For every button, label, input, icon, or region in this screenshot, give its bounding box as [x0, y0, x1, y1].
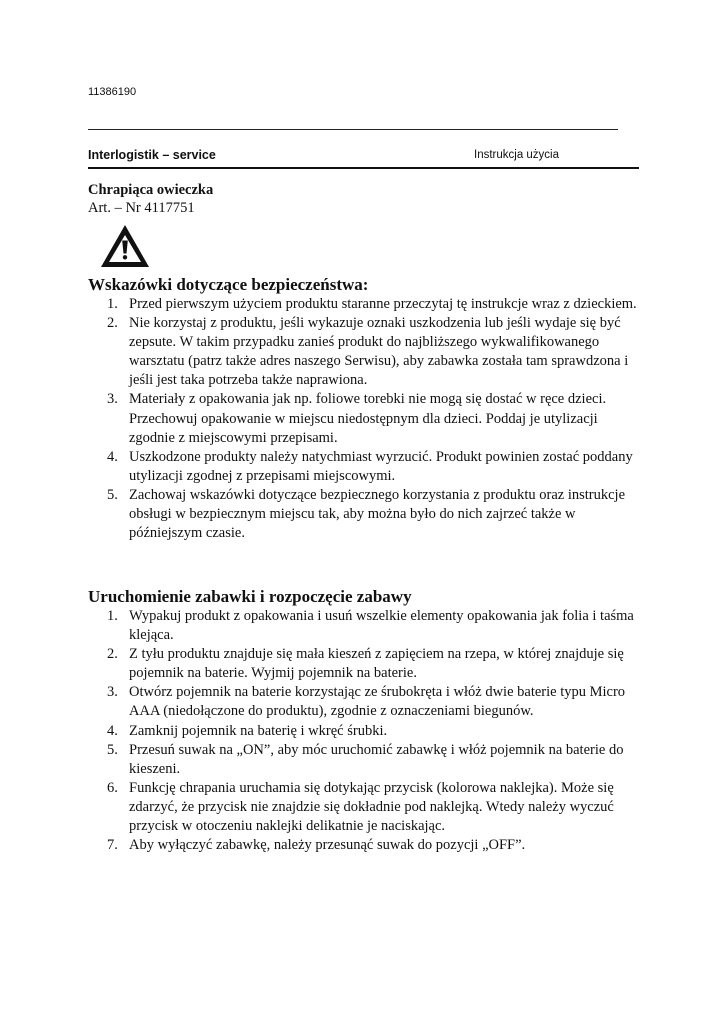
section-title-start: Uruchomienie zabawki i rozpoczęcie zabawy [88, 587, 412, 606]
list-item [88, 607, 644, 645]
list-item [88, 390, 644, 447]
safety-section [88, 275, 644, 543]
list-item-text: Wypakuj produkt z opakowania i usuń wszelkie elementy opakowania jak folia i taśma klejąca. [129, 608, 634, 644]
list-item-number: 7. [107, 837, 118, 854]
warning-triangle-icon [98, 222, 152, 270]
list-item-text: Aby wyłączyć zabawkę, należy przesunąć suwak do pozycji „OFF”. [129, 837, 526, 854]
list-item-text: Materiały z opakowania jak np. foliowe torebki nie mogą się dostać w ręce dzieci. Przechowuj opakowanie w miejscu niedostępnym dla dzieci. Poddaj je utylizacji zgodnie z miejscowymi przepisami. [129, 391, 607, 446]
document-header [88, 148, 638, 164]
list-item-number: 4. [107, 722, 118, 739]
product-name: Chrapiąca owieczka [88, 182, 214, 198]
safety-list [88, 295, 644, 543]
list-item-text: Z tyłu produktu znajduje się mała kieszeń z zapięciem na rzepa, w której znajduje się pojemnik na baterie. Wyjmij pojemnik na baterie. [129, 646, 624, 682]
document-type: Instrukcja użycia [474, 149, 560, 161]
list-item-number: 3. [107, 391, 118, 408]
divider [88, 129, 618, 130]
list-item-text: Otwórz pojemnik na baterie korzystając ze śrubokręta i włóż dwie baterie typu Micro AAA (niedołączone do produktu), zgodnie z oznaczeniami biegunów. [129, 684, 626, 720]
list-item [88, 741, 644, 779]
list-item [88, 295, 644, 314]
start-list [88, 607, 644, 855]
list-item [88, 779, 644, 836]
list-item [88, 645, 644, 683]
list-item-text: Nie korzystaj z produktu, jeśli wykazuje oznaki uszkodzenia lub jeśli wydaje się być zepsute. W takim przypadku zanieś produkt do najbliższego wykwalifikowanego warsztatu (patrz także adres naszego Serwisu), aby zabawka została tam sprawdzona i jeśli jest taka potrzeba także naprawiona. [129, 315, 629, 389]
list-item-number: 2. [107, 646, 118, 663]
list-item [88, 486, 644, 543]
article-number: Art. – Nr 4117751 [88, 200, 195, 216]
list-item-number: 2. [107, 315, 118, 332]
header-divider [88, 167, 639, 169]
start-section [88, 587, 644, 855]
list-item-text: Funkcję chrapania uruchamia się dotykając przycisk (kolorowa naklejka). Może się zdarzyć, że przycisk nie znajdzie się dokładnie pod naklejką. Wtedy należy wyczuć przycisk w otoczeniu naklejki delikatnie je naciskając. [129, 779, 614, 835]
list-item-number: 3. [107, 684, 118, 701]
company-name: Interlogistik – service [88, 148, 216, 162]
list-item-number: 6. [107, 779, 118, 796]
section-title-safety: Wskazówki dotyczące bezpieczeństwa: [88, 275, 369, 294]
list-item [88, 722, 644, 741]
list-item-text: Uszkodzone produkty należy natychmiast wyrzucić. Produkt powinien zostać poddany utylizacji zgodnej z przepisami miejscowymi. [129, 448, 633, 484]
list-item [88, 314, 644, 390]
list-item-text: Zachowaj wskazówki dotyczące bezpiecznego korzystania z produktu oraz instrukcje obsługi w bezpiecznym miejscu tak, aby można było do nich zajrzeć także w późniejszym czasie. [129, 486, 626, 542]
document-number: 11386190 [88, 86, 137, 98]
list-item-number: 5. [107, 741, 118, 758]
list-item-text: Zamknij pojemnik na baterię i wkręć śrubki. [129, 722, 388, 739]
list-item-number: 4. [107, 448, 118, 465]
list-item-number: 5. [107, 486, 118, 503]
list-item-text: Przed pierwszym użyciem produktu staranne przeczytaj tę instrukcje wraz z dzieckiem. [129, 296, 637, 312]
product-info [88, 181, 213, 217]
list-item [88, 448, 644, 486]
list-item [88, 836, 644, 855]
list-item [88, 683, 644, 721]
list-item-number: 1. [107, 608, 118, 624]
list-item-text: Przesuń suwak na „ON”, aby móc uruchomić zabawkę i włóż pojemnik na baterie do kieszeni. [129, 741, 624, 777]
list-item-number: 1. [107, 296, 118, 312]
